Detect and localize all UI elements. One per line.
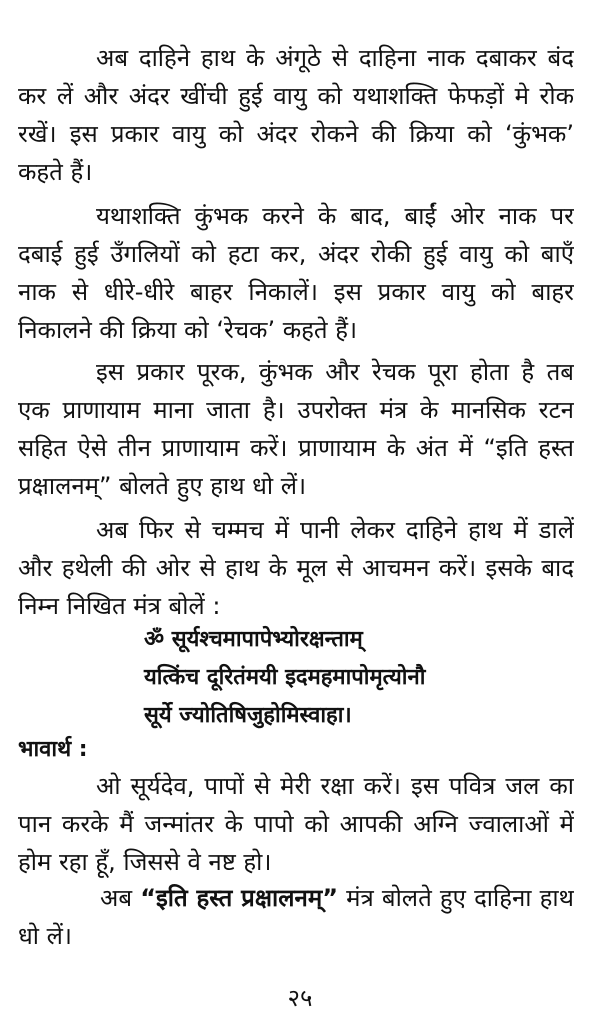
paragraph-3-line-2: एक प्राणायाम माना जाता है। उपरोक्त मंत्र के मानसिक रटन <box>18 396 574 424</box>
mantra-line-1: ॐ सूर्यश्चमापापेभ्योरक्षन्ताम् <box>144 627 363 652</box>
paragraph-5-line-3: होम रहा हूँ, जिससे वे नष्ट हो। <box>18 848 272 876</box>
paragraph-1-line-1: अब दाहिने हाथ के अंगूठे से दाहिना नाक दबाकर बंद <box>96 44 574 72</box>
page-number: २५ <box>287 984 313 1012</box>
paragraph-3-line-4: प्रक्षालनम्” बोलते हुए हाथ धो लें। <box>18 472 307 500</box>
paragraph-5-line-2: पान करके मैं जन्मांतर के पापो को आपकी अग्नि ज्वालाओं में <box>18 810 574 838</box>
paragraph-6-mantra-phrase: “इति हस्त प्रक्षालनम्” <box>140 884 338 912</box>
paragraph-1-line-4: कहते हैं। <box>18 158 93 186</box>
paragraph-1-line-3: रखें। इस प्रकार वायु को अंदर रोकने की क्रिया को ‘कुंभक’ <box>18 120 574 148</box>
paragraph-1-line-2: कर लें और अंदर खींची हुई वायु को यथाशक्ति फेफड़ों मे रोक <box>18 82 574 110</box>
paragraph-5-line-1: ओ सूर्यदेव, पापों से मेरी रक्षा करें। इस पवित्र जल का <box>96 772 574 800</box>
paragraph-6-suffix: मंत्र बोलते हुए दाहिना हाथ <box>346 884 574 912</box>
paragraph-6-line-2: धो लें। <box>18 922 72 950</box>
paragraph-4-line-2: और हथेली की ओर से हाथ के मूल से आचमन करें। इसके बाद <box>18 554 574 582</box>
paragraph-3-line-3: सहित ऐसे तीन प्राणायाम करें। प्राणायाम के अंत में “इति हस्त <box>18 434 574 462</box>
paragraph-2-line-4: निकालने की क्रिया को ‘रेचक’ कहते हैं। <box>18 316 358 344</box>
paragraph-3-line-1: इस प्रकार पूरक, कुंभक और रेचक पूरा होता है तब <box>96 358 574 386</box>
paragraph-4-line-3: निम्न निखित मंत्र बोलें : <box>18 592 221 620</box>
paragraph-6-prefix: अब <box>100 884 133 912</box>
paragraph-2-line-2: दबाई हुई उँगलियों को हटा कर, अंदर रोकी हुई वायु को बाएँ <box>18 240 574 268</box>
meaning-heading: भावार्थ : <box>18 737 88 762</box>
paragraph-2-line-3: नाक से धीरे-धीरे बाहर निकालें। इस प्रकार वायु को बाहर <box>18 278 574 306</box>
paragraph-2-line-1: यथाशक्ति कुंभक करने के बाद, बाईं ओर नाक पर <box>96 202 574 230</box>
mantra-line-2: यत्किंच दूरितंमयी इदमहमापोमृत्योनौ <box>144 665 426 690</box>
mantra-line-3: सूर्ये ज्योतिषिजुहोमिस्वाहा। <box>144 703 352 728</box>
paragraph-4-line-1: अब फिर से चम्मच में पानी लेकर दाहिने हाथ में डालें <box>96 516 574 544</box>
paragraph-6-line-1 <box>100 880 574 916</box>
